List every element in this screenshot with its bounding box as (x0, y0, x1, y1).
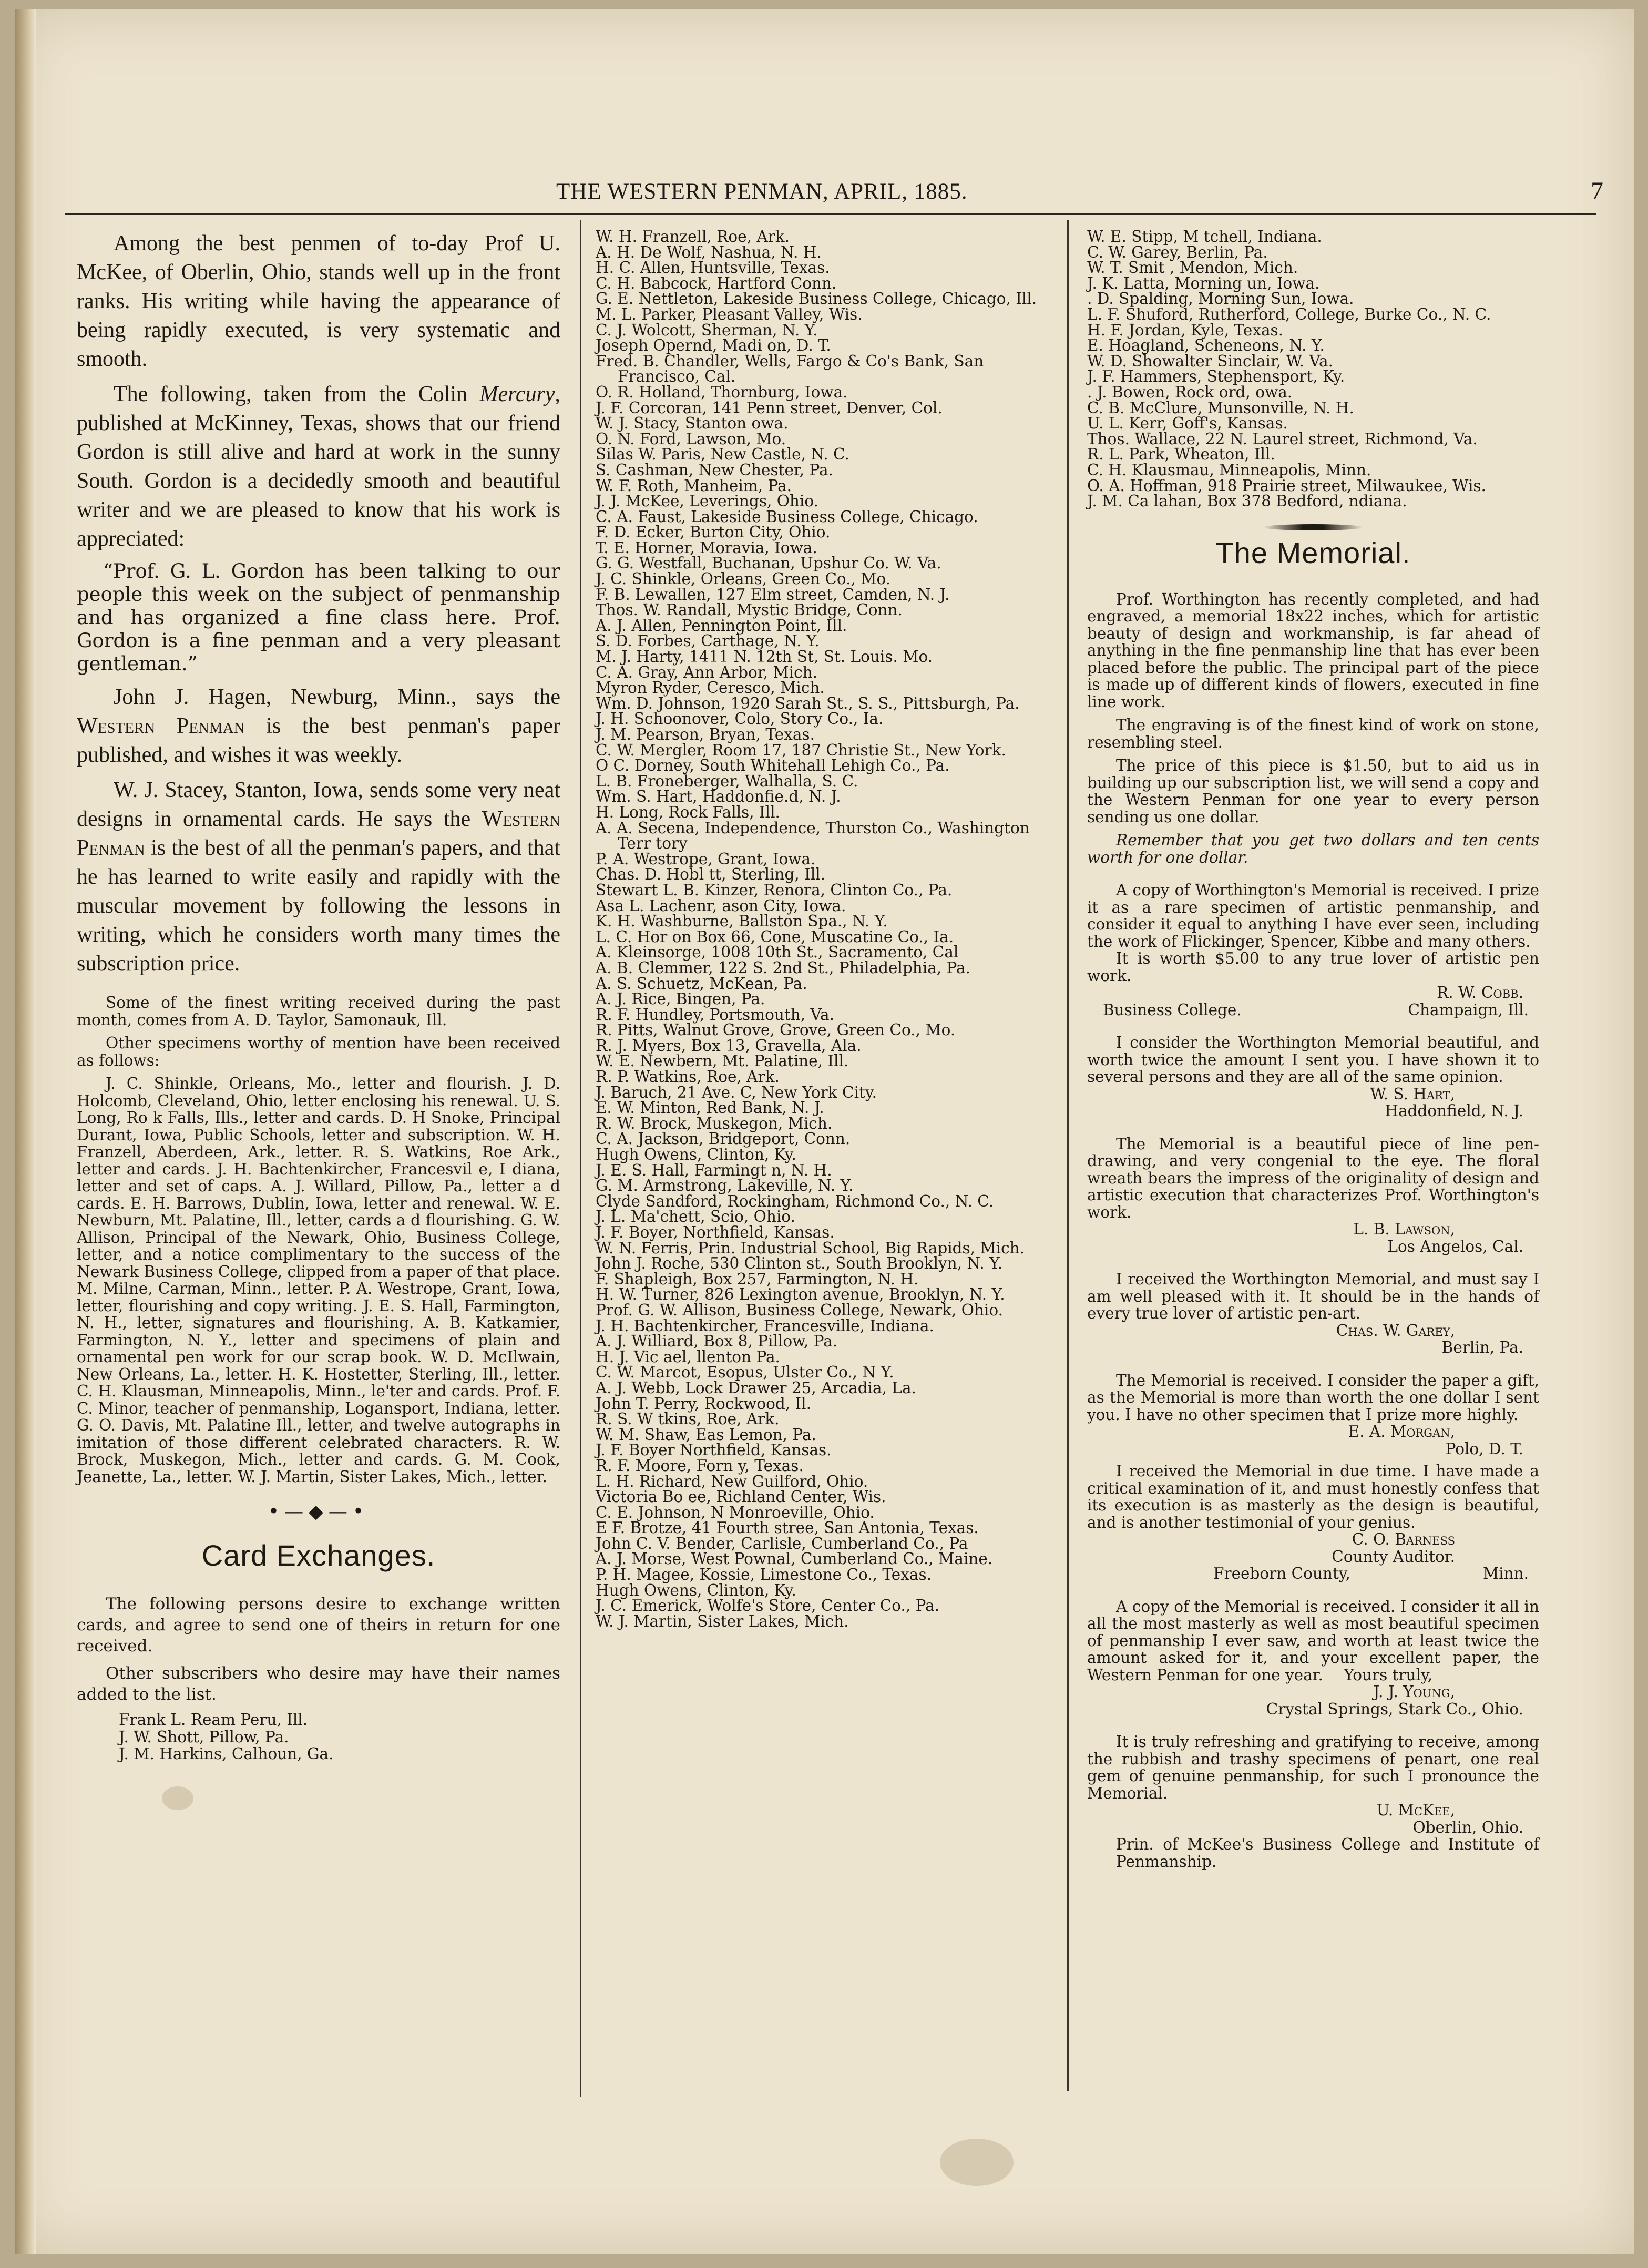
list-item: W. N. Ferris, Prin. Industrial School, Big Rapids, Mich. (596, 1239, 1025, 1257)
list-item: H. C. Allen, Huntsville, Texas. (596, 259, 830, 277)
list-item: R. Pitts, Walnut Grove, Grove, Green Co., Mo. (596, 1021, 956, 1039)
young-text: A copy of the Memorial is received. I consider it all in all the most masterly as well as most beautiful specimen of penmanship I ever saw, and worth at least twice the amount asked for it, and your excellent paper, the Western Penman for one year. (1087, 1597, 1539, 1684)
list-item: R. L. Park, Wheaton, Ill. (1087, 445, 1275, 464)
list-item: H. J. Vic ael, llenton Pa. (596, 1347, 780, 1366)
column-divider (580, 220, 581, 2097)
other-specimens-intro: Other specimens worthy of mention have been received as follows: (77, 1034, 560, 1069)
hart-testimonial: I consider the Worthington Memorial beautiful, and worth twice the amount I sent you. I have shown it to several persons and they are all of the same opinion. (1087, 1034, 1539, 1086)
list-item: R. S. W tkins, Roe, Ark. (596, 1410, 780, 1428)
list-item: W. D. Showalter Sinclair, W. Va. (1087, 352, 1334, 370)
list-item: Thos. Wallace, 22 N. Laurel street, Richmond, Va. (1087, 430, 1478, 448)
list-item: F. D. Ecker, Burton City, Ohio. (596, 523, 831, 542)
list-item: J. C. Shinkle, Orleans, Green Co., Mo. (596, 570, 891, 588)
morgan-signature: E. A. Morgan, (1348, 1423, 1455, 1441)
list-item: W. E. Stipp, M tchell, Indiana. (1087, 228, 1322, 246)
memorial-price: The price of this piece is $1.50, but to aid us in building up our subscription list, we will send a copy and the Western Penman for one year to every person sending us one dollar. (1087, 757, 1539, 826)
list-item: G. E. Nettleton, Lakeside Business College, Chicago, Ill. (596, 290, 1037, 308)
cobb-left: Business College. (1103, 1000, 1242, 1019)
list-item: F. Shapleigh, Box 257, Farmington, N. H. (596, 1270, 919, 1288)
list-item: A. H. De Wolf, Nashua, N. H. (596, 243, 822, 261)
column-three (1087, 229, 1539, 1876)
young-place: Crystal Springs, Stark Co., Ohio. (1266, 1700, 1523, 1718)
list-item: John T. Perry, Rockwood, Il. (596, 1394, 811, 1413)
list-item: W. E. Newbern, Mt. Palatine, Ill. (596, 1052, 849, 1070)
card-exchanges-intro: The following persons desire to exchange written cards, and agree to send one of theirs in return for one received. (77, 1595, 560, 1656)
memorial-paragraph: Prof. Worthington has recently completed, and had engraved, a memorial 18x22 inches, which for artistic beauty of design and workmanship, is far ahead of anything in the fine penmanship line that has ever been placed before the public. The principal part of the piece is made up of different kinds of flowers, executed in fine line work. (1087, 590, 1539, 711)
list-item: C. A. Faust, Lakeside Business College, Chicago. (596, 507, 978, 526)
lawson-signature: L. B. Lawson, (1353, 1220, 1455, 1239)
list-item: W. H. Franzell, Roe, Ark. (596, 228, 790, 246)
list-item: L. H. Richard, New Guilford, Ohio. (596, 1472, 868, 1490)
list-item: C. B. McClure, Munsonville, N. H. (1087, 399, 1354, 417)
list-item: M. L. Parker, Pleasant Valley, Wis. (596, 305, 863, 323)
list-item: C. H. Klausmau, Minneapolis, Minn. (1087, 461, 1371, 479)
list-item: R. F. Hundley, Portsmouth, Va. (596, 1005, 835, 1024)
barness-testimonial: I received the Memorial in due time. I have made a critical examination of it, and must honestly confess that its execution is as masterly as the design is beautiful, and is another testimonial of your genius. (1087, 1462, 1539, 1531)
list-item: C. A. Jackson, Bridgeport, Conn. (596, 1130, 851, 1148)
list-item: H. W. Turner, 826 Lexington avenue, Brooklyn, N. Y. (596, 1285, 1005, 1304)
column-divider (1067, 220, 1069, 2091)
list-item: Joseph Opernd, Madi on, D. T. (596, 336, 831, 355)
card-exchange-list (77, 1711, 560, 1763)
barness-title: County Auditor. (1332, 1547, 1455, 1566)
ink-stain (162, 1786, 193, 1810)
stacey-text-a: W. J. Stacey, Stanton, Iowa, sends some very neat designs in ornamental cards. He says the (77, 778, 560, 831)
barness-right: Minn. (1482, 1565, 1529, 1583)
list-item: A. J. Allen, Pennington Point, Ill. (596, 616, 847, 635)
hagen-text-b: is the best penman's paper published, and wishes it was weekly. (77, 714, 561, 767)
list-item: T. E. Horner, Moravia, Iowa. (596, 538, 817, 557)
list-item: G. M. Armstrong, Lakeville, N. Y. (596, 1177, 854, 1195)
list-item: Myron Ryder, Ceresco, Mich. (596, 679, 825, 697)
list-item: Clyde Sandford, Rockingham, Richmond Co., N. C. (596, 1192, 994, 1210)
list-item: J. M. Ca lahan, Box 378 Bedford, ndiana. (1087, 492, 1407, 510)
list-item: O. A. Hoffman, 918 Prairie street, Milwaukee, Wis. (1087, 476, 1486, 495)
memorial-remember: Remember that you get two dollars and ten cents worth for one dollar. (1087, 831, 1539, 866)
morgan-place: Polo, D. T. (1445, 1439, 1523, 1458)
list-item: J. F. Hammers, Stephensport, Ky. (1087, 367, 1345, 386)
list-item: J. F. Boyer Northfield, Kansas. (596, 1441, 832, 1459)
list-item: A. S. Schuetz, McKean, Pa. (596, 974, 807, 993)
page-number: 7 (1591, 177, 1603, 205)
mckee-testimonial: It is truly refreshing and gratifying to receive, among the rubbish and trashy specimens of penart, one real gem of genuine penmanship, for such I pronounce the Memorial. (1087, 1733, 1539, 1802)
list-item: C. W. Mergler, Room 17, 187 Christie St., New York. (596, 741, 1006, 759)
list-item: Wm. S. Hart, Haddonfie.d, N. J. (596, 788, 841, 806)
list-item: A. A. Secena, Independence, Thurston Co., Washington Terr tory (596, 819, 1030, 853)
list-item: S. D. Forbes, Carthage, N. Y. (596, 632, 820, 650)
list-item: J. W. Shott, Pillow, Pa. (119, 1728, 289, 1746)
list-item: W. T. Smit , Mendon, Mich. (1087, 259, 1298, 277)
card-exchanges-other: Other subscribers who desire may have their names added to the list. (77, 1664, 560, 1704)
list-item: G. G. Westfall, Buchanan, Upshur Co. W. Va. (596, 554, 941, 573)
young-signature: J. J. Young, (1373, 1683, 1455, 1701)
list-item: John C. V. Bender, Carlisle, Cumberland Co., Pa (596, 1534, 968, 1552)
colin-paragraph (77, 380, 560, 554)
list-item: W. M. Shaw, Eas Lemon, Pa. (596, 1425, 816, 1444)
masthead: THE WESTERN PENMAN, APRIL, 1885. (556, 179, 968, 204)
list-item: H. Long, Rock Falls, Ill. (596, 803, 780, 821)
list-item: H. F. Jordan, Kyle, Texas. (1087, 321, 1284, 339)
list-item: J. M. Harkins, Calhoun, Ga. (119, 1745, 334, 1763)
list-item: A. J. Rice, Bingen, Pa. (596, 990, 765, 1008)
list-item: J. K. Latta, Morning un, Iowa. (1087, 274, 1320, 292)
list-item: A. B. Clemmer, 122 S. 2nd St., Philadelphia, Pa. (596, 958, 971, 977)
list-item: Prof. G. W. Allison, Business College, Newark, Ohio. (596, 1301, 1003, 1319)
list-item: O. R. Holland, Thornburg, Iowa. (596, 383, 848, 401)
cobb-testimonial: A copy of Worthington's Memorial is received. I prize it as a rare specimen of artistic penmanship, and consider it equal to anything I have ever seen, including the work of Flickinger, Spencer, Kibbe and many others. (1087, 881, 1539, 951)
list-item: A. Kleinsorge, 1008 10th St., Sacramento, Cal (596, 943, 959, 962)
header-rule (65, 213, 1596, 215)
memorial-heading: The Memorial. (1215, 536, 1411, 569)
list-item: L. C. Hor on Box 66, Cone, Muscatine Co., Ia. (596, 927, 954, 946)
list-item: Hugh Owens, Clinton, Ky. (596, 1146, 796, 1164)
subscriber-list (596, 229, 1053, 1629)
list-item: S. Cashman, New Chester, Pa. (596, 461, 834, 479)
hagen-text-a: John J. Hagen, Newburg, Minn., says the (114, 685, 560, 709)
garey-testimonial: I received the Worthington Memorial, and must say I am well pleased with it. It should be in the hands of every true lover of artistic pen-art. (1087, 1270, 1539, 1323)
newspaper-page (15, 9, 1634, 2254)
list-item: Thos. W. Randall, Mystic Bridge, Conn. (596, 601, 903, 619)
list-item: A. J. Webb, Lock Drawer 25, Arcadia, La. (596, 1378, 916, 1397)
hart-place: Haddonfield, N. J. (1385, 1102, 1523, 1120)
list-item: Silas W. Paris, New Castle, N. C. (596, 445, 849, 464)
list-item: R. J. Myers, Box 13, Gravella, Ala. (596, 1036, 862, 1055)
cobb-right: Champaign, Ill. (1408, 1000, 1529, 1019)
list-item: . J. Bowen, Rock ord, owa. (1087, 383, 1293, 401)
young-closing: Yours truly, (1344, 1666, 1433, 1684)
list-item: Hugh Owens, Clinton, Ky. (596, 1581, 796, 1599)
colin-paper-name: Mercury (479, 382, 555, 406)
list-item: P. A. Westrope, Grant, Iowa. (596, 850, 816, 868)
stacey-paragraph (77, 776, 560, 978)
list-item: L. F. Shuford, Rutherford, College, Burke Co., N. C. (1087, 305, 1491, 323)
list-item: Fred. B. Chandler, Wells, Fargo & Co's Bank, San Francisco, Cal. (596, 352, 984, 386)
lawson-place: Los Angelos, Cal. (1387, 1237, 1523, 1255)
list-item: Frank L. Ream Peru, Ill. (119, 1711, 308, 1729)
list-item: J. J. McKee, Leverings, Ohio. (596, 492, 818, 510)
barness-location (1087, 1565, 1539, 1582)
list-item: O C. Dorney, South Whitehall Lehigh Co., Pa. (596, 757, 950, 775)
list-item: . D. Spalding, Morning Sun, Iowa. (1087, 290, 1354, 308)
list-item: A. J. Williard, Box 8, Pillow, Pa. (596, 1332, 838, 1351)
mckee-place: Oberlin, Ohio. (1412, 1818, 1523, 1836)
garey-signature: Chas. W. Garey, (1336, 1321, 1455, 1340)
list-item: A. J. Morse, West Pownal, Cumberland Co., Maine. (596, 1550, 993, 1568)
list-item: J. M. Pearson, Bryan, Texas. (596, 726, 815, 743)
list-item: Stewart L. B. Kinzer, Renora, Clinton Co., Pa. (596, 881, 953, 899)
list-item: J. C. Emerick, Wolfe's Store, Center Co., Pa. (596, 1597, 940, 1615)
lawson-testimonial: The Memorial is a beautiful piece of line pen-drawing, and very congenial to the eye. The floral wreath bears the impress of the originality of design and artistic execution that characterizes Prof. Worthington's work. (1087, 1135, 1539, 1221)
list-item: Wm. D. Johnson, 1920 Sarah St., S. S., Pittsburgh, Pa. (596, 694, 1020, 712)
list-item: U. L. Kerr, Goff's, Kansas. (1087, 414, 1288, 433)
list-item: C. E. Johnson, N Monroeville, Ohio. (596, 1503, 875, 1521)
list-item: O. N. Ford, Lawson, Mo. (596, 430, 786, 448)
gordon-quote: “Prof. G. L. Gordon has been talking to our people this week on the subject of penmanship and has organized a fine class here. Prof. Gordon is a fine penman and a very pleasant gentleman.” (77, 560, 560, 675)
memorial-engraving: The engraving is of the finest kind of work on stone, resembling steel. (1087, 716, 1539, 751)
mckee-signature: U. McKee, (1376, 1801, 1455, 1820)
list-item: R. W. Brock, Muskegon, Mich. (596, 1114, 833, 1132)
mckee-paragraph: Among the best penmen of to-day Prof U. McKee, of Oberlin, Ohio, stands well up in the front ranks. His writing while having the appearance of being rapidly executed, is very systematic and smooth. (77, 231, 560, 371)
stacey-text-b: is the best of all the penman's papers, and that he has learned to write easily and rapidly with the muscular movement by following the lessons in writing, which he considers worth many times the subscription price. (77, 836, 561, 976)
hart-signature: W. S. Hart, (1370, 1085, 1455, 1103)
list-item: R. F. Moore, Forn y, Texas. (596, 1456, 804, 1475)
list-item: M. J. Harty, 1411 N. 12th St, St. Louis. Mo. (596, 648, 933, 666)
barness-signature: C. O. Barness (1352, 1530, 1455, 1549)
list-item: C. W. Garey, Berlin, Pa. (1087, 243, 1268, 261)
list-item: J. H. Schoonover, Colo, Story Co., Ia. (596, 710, 884, 728)
list-item: J. L. Ma'chett, Scio, Ohio. (596, 1208, 795, 1226)
list-item: Chas. D. Hobl tt, Sterling, Ill. (596, 865, 826, 884)
list-item: W. J. Stacy, Stanton owa. (596, 414, 789, 433)
cobb-signature: R. W. Cobb. (1437, 984, 1523, 1002)
list-item: C. J. Wolcott, Sherman, N. Y. (596, 321, 818, 339)
list-item: John J. Roche, 530 Clinton st., South Brooklyn, N. Y. (596, 1254, 1003, 1273)
list-item: F. B. Lewallen, 127 Elm street, Camden, N. J. (596, 585, 950, 604)
section-divider (1263, 524, 1363, 530)
barness-left: Freeborn County, (1213, 1565, 1350, 1583)
list-item: L. B. Froneberger, Walhalla, S. C. (596, 772, 858, 790)
ink-stain (940, 2139, 1014, 2186)
colin-text-b: , published at McKinney, Texas, shows that our friend Gordon is still alive and hard at work in the sunny South. Gordon is a decidedly smooth and beautiful writer and we are pleased to know that his work is appreciated: (77, 382, 560, 551)
morgan-testimonial: The Memorial is received. I consider the paper a gift, as the Memorial is more than worth the one dollar I sent you. I have no other specimen that I prize more highly. (1087, 1371, 1539, 1424)
hagen-paragraph (77, 683, 560, 770)
garey-place: Berlin, Pa. (1441, 1339, 1523, 1357)
list-item: C. A. Gray, Ann Arbor, Mich. (596, 663, 817, 681)
cobb-testimonial-2: It is worth $5.00 to any true lover of artistic pen work. (1087, 949, 1539, 985)
list-item: E. W. Minton, Red Bank, N. J. (596, 1099, 824, 1117)
list-item: Asa L. Lachenr, ason City, Iowa. (596, 896, 846, 915)
list-item: Victoria Bo ee, Richland Center, Wis. (596, 1488, 886, 1506)
list-item: J. F. Boyer, Northfield, Kansas. (596, 1223, 835, 1241)
list-item: C. H. Babcock, Hartford Conn. (596, 274, 837, 292)
mckee-title: Prin. of McKee's Business College and Institute of Penmanship. (1116, 1835, 1539, 1871)
list-item: J. H. Bachtenkircher, Francesville, Indiana. (596, 1316, 934, 1335)
list-item: J. F. Corcoran, 141 Penn street, Denver, Col. (596, 399, 943, 417)
list-item: W. J. Martin, Sister Lakes, Mich. (596, 1612, 849, 1630)
subscriber-list-continued (1087, 229, 1539, 509)
list-item: J. E. S. Hall, Farmingt n, N. H. (596, 1161, 832, 1179)
list-item: J. Baruch, 21 Ave. C, New York City. (596, 1083, 877, 1101)
list-item: P. H. Magee, Kossie, Limestone Co., Texas. (596, 1566, 932, 1584)
list-item: K. H. Washburne, Ballston Spa., N. Y. (596, 912, 888, 931)
hagen-paper-name: Western Penman (77, 714, 245, 738)
stacey-paper-name: Western Penman (77, 807, 560, 860)
finest-writing-paragraph: Some of the finest writing received during the past month, comes from A. D. Taylor, Samonauk, Ill. (77, 994, 560, 1029)
specimens-list: J. C. Shinkle, Orleans, Mo., letter and flourish. J. D. Holcomb, Cleveland, Ohio, letter enclosing his renewal. U. S. Long, Ro k Falls, Ills., letter and cards. D. H Snoke, Principal Durant, Iowa, Public Schools, letter and subscription. W. H. Franzell, Aberdeen, Ark., letter. R. S. Watkins, Roe Ark., letter and cards. J. H. Bachtenkircher, Francesvil e, I diana, letter and set of caps. A. J. Willard, Pillow, Pa., letter a d cards. E. H. Barrows, Dublin, Iowa, letter and renewal. W. E. Newburn, Mt. Palatine, Ill., letter, cards a d flourishing. G. W. Allison, Principal of the Newark, Ohio, Business College, letter, and a notice complimentary to the success of the Newark Business College, clipped from a paper of that place. M. Milne, Carman, Minn., letter. P. A. Westrope, Grant, Iowa, letter, flourishing and copy writing. J. E. S. Hall, Farmington, N. H., letter, signatures and flourishing. A. B. Katkamier, Farmington, N. Y., letter and specimens of plain and ornamental pen work for our scrap book. W. D. McIlwain, New Orleans, La., letter. H. K. Hostetter, Sterling, Ill., letter. C. H. Klausman, Minneapolis, Minn., le'ter and cards. Prof. F. C. Minor, teacher of penmanship, Logansport, Indiana, letter. G. O. Davis, Mt. Palatine Ill., letter, and twelve autographs in imitation of those different celebrated characters. R. W. Brock, Muskegon, Mich., letter and cards. G. M. Cook, Jeanette, La., letter. W. J. Martin, Sister Lakes, Mich., letter. (77, 1075, 560, 1486)
list-item: C. W. Marcot, Esopus, Ulster Co., N Y. (596, 1363, 894, 1382)
list-item: R. P. Watkins, Roe, Ark. (596, 1068, 780, 1086)
section-ornament: •—◆—• (268, 1501, 370, 1523)
young-testimonial (1087, 1598, 1539, 1684)
list-item: E F. Brotze, 41 Fourth stree, San Antonia, Texas. (596, 1519, 979, 1537)
cobb-location (1087, 1002, 1539, 1019)
list-item: E. Hoagland, Scheneons, N. Y. (1087, 336, 1325, 355)
colin-text-a: The following, taken from the Colin (114, 382, 468, 406)
column-one (77, 229, 560, 1763)
column-two (596, 229, 1053, 1629)
list-item: W. F. Roth, Manheim, Pa. (596, 476, 792, 495)
card-exchanges-heading: Card Exchanges. (201, 1539, 436, 1572)
binding-spine (15, 9, 36, 2254)
